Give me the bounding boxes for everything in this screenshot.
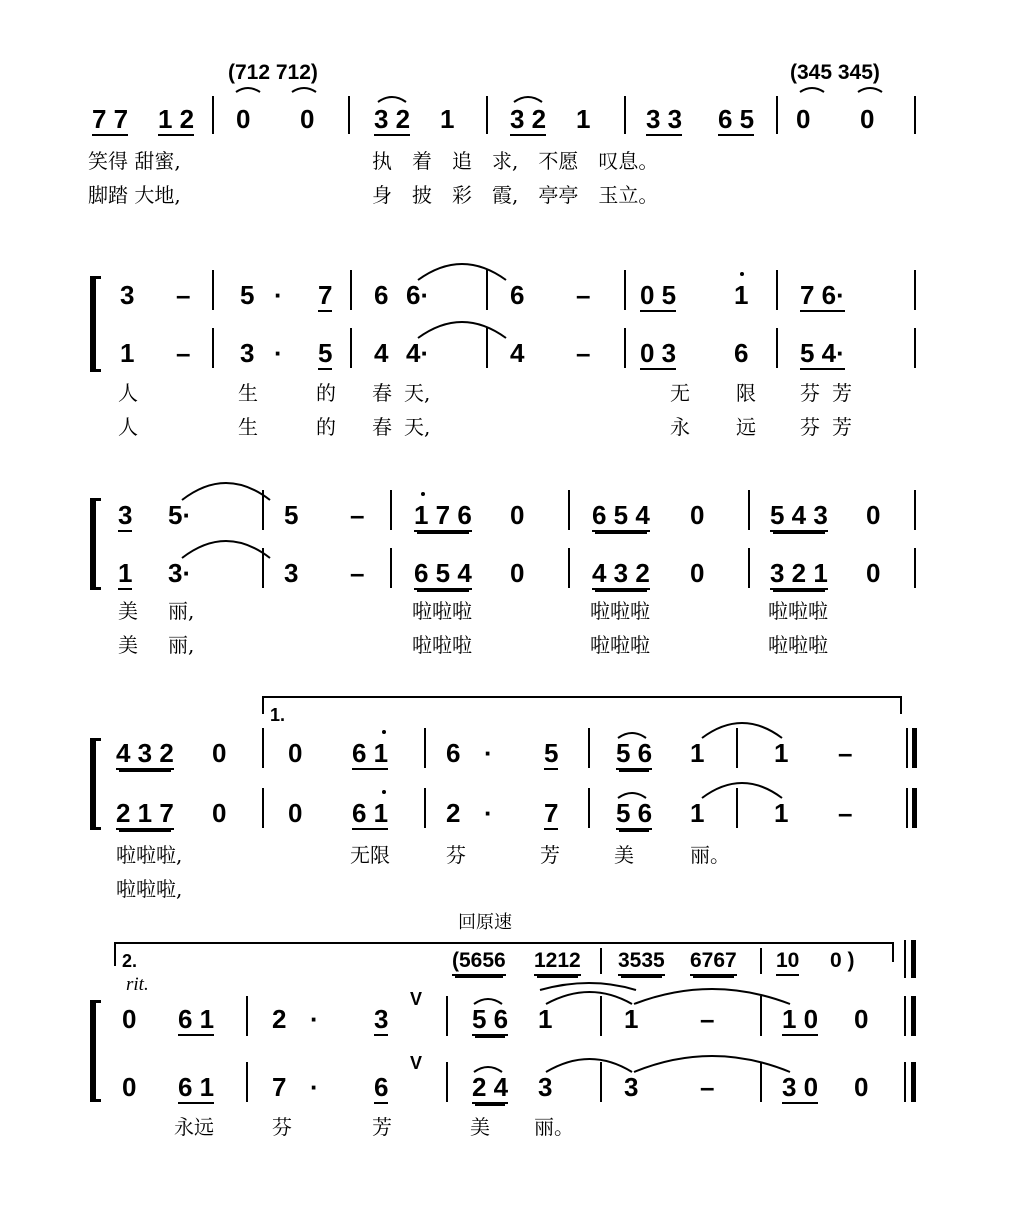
system-bracket [90, 276, 101, 372]
barline [624, 96, 626, 134]
volta-bracket-end [892, 942, 894, 962]
note: 3 3 [646, 104, 683, 134]
barline [390, 490, 392, 530]
lyric: 美 [470, 1115, 490, 1139]
outro-notes: 3535 [618, 950, 665, 976]
note: 0 [288, 798, 303, 828]
note: 3 2 1 [770, 558, 828, 588]
barline [486, 96, 488, 134]
note: 5 [318, 338, 333, 368]
note: 1 [774, 738, 789, 768]
lyric: 芳 [372, 1115, 392, 1139]
note: 3 [284, 558, 299, 588]
barline [748, 490, 750, 530]
volta-bracket-line [114, 942, 894, 944]
barline [446, 996, 448, 1036]
note: 0 [212, 798, 227, 828]
note: 5 6 [616, 798, 653, 828]
note: 0 [854, 1072, 869, 1102]
barline [600, 948, 602, 974]
note: 0 [866, 558, 881, 588]
note: 0 [288, 738, 303, 768]
note: 3 [118, 500, 133, 530]
note: 0 [690, 558, 705, 588]
lyric: 生 [238, 415, 258, 439]
note: 6 [446, 738, 461, 768]
note: 0 [236, 104, 251, 134]
note: 0 [866, 500, 881, 530]
slur [858, 88, 882, 92]
lyric: 美 [614, 843, 634, 867]
note: 0 [860, 104, 875, 134]
lyric: 啦啦啦, [116, 843, 183, 867]
slur [514, 97, 542, 102]
note: – [700, 1072, 715, 1102]
outro-notes: 0 ) [830, 949, 855, 972]
tie [418, 322, 506, 338]
note: 4 [510, 338, 525, 368]
note: 4· [406, 338, 430, 368]
note: 3 0 [782, 1072, 819, 1102]
final-barline-thin [904, 1062, 906, 1102]
barline [262, 728, 264, 768]
volta-label: 2. [122, 951, 138, 971]
note: 1 [538, 1004, 553, 1034]
volta-bracket-start [114, 942, 116, 966]
system-bracket [90, 498, 101, 590]
barline [486, 328, 488, 368]
lyric: 远 [736, 415, 756, 439]
note: 0 [690, 500, 705, 530]
note: 4 3 2 [116, 738, 174, 768]
barline [600, 996, 602, 1036]
lyric: 生 [238, 381, 258, 405]
barline [486, 270, 488, 310]
note: 1 [690, 798, 705, 828]
lyric: 人 [118, 381, 138, 405]
lyric-verse-1b: 执 着 追 求, 不愿 叹息。 [372, 149, 659, 173]
barline [568, 490, 570, 530]
repeat-barline-thick [912, 788, 917, 828]
barline [760, 996, 762, 1036]
note: 7 7 [92, 104, 129, 134]
lyric: 啦啦啦 [590, 599, 650, 623]
tie [182, 541, 270, 558]
note: – [350, 558, 365, 588]
note: 7 6· [800, 280, 845, 310]
note: 5 4· [800, 338, 845, 368]
barline [350, 270, 352, 310]
breath-mark: V [410, 1053, 423, 1073]
note: 2 4 [472, 1072, 509, 1102]
barline [390, 548, 392, 588]
tie [418, 264, 506, 280]
barline [776, 328, 778, 368]
note: 4 3 2 [592, 558, 650, 588]
note: 1 [734, 280, 749, 310]
barline [424, 788, 426, 828]
note: 6 [510, 280, 525, 310]
note: 0 5 [640, 280, 677, 310]
outro-notes: 6767 [690, 950, 737, 976]
outro-notes: 10 [776, 950, 799, 976]
note: 1 [624, 1004, 639, 1034]
lyric: 芬 [800, 415, 820, 439]
barline [424, 728, 426, 768]
note: 3 [374, 1004, 389, 1034]
note: 6 5 4 [414, 558, 472, 588]
note: 1 [118, 558, 133, 588]
barline [736, 728, 738, 768]
lyric: 无限 [350, 843, 390, 867]
note: 7 [318, 280, 333, 310]
lyric: 美 [118, 599, 138, 623]
lyric: 丽, [168, 633, 195, 657]
tie [546, 992, 632, 1004]
tempo-marking: 回原速 [458, 912, 512, 933]
note: 0 [796, 104, 811, 134]
note: 0 [122, 1072, 137, 1102]
note: 5 6 [472, 1004, 509, 1034]
final-barline-thin [904, 940, 906, 978]
note: 1 [774, 798, 789, 828]
lyric: 芳 [832, 381, 852, 405]
final-barline-thick [911, 940, 916, 978]
barline [624, 328, 626, 368]
note: 0 3 [640, 338, 677, 368]
final-barline-thin [904, 996, 906, 1036]
lyric: 永远 [174, 1115, 214, 1139]
lyric-verse-2b: 身 披 彩 霞, 亭亭 玉立。 [372, 183, 659, 207]
note: 2 1 7 [116, 798, 174, 828]
lyric: 无 [670, 381, 690, 405]
barline [748, 548, 750, 588]
final-barline-thick [911, 996, 916, 1036]
system-bracket [90, 1000, 101, 1102]
note: 0 [300, 104, 315, 134]
note: 7 [544, 798, 559, 828]
lyric: 天, [404, 415, 431, 439]
note: 3· [168, 558, 192, 588]
barline [600, 1062, 602, 1102]
lyric: 春 [372, 415, 392, 439]
note: 0 [854, 1004, 869, 1034]
outro-notes: (5656 [452, 950, 506, 976]
note: 6 [374, 1072, 389, 1102]
volta-bracket-start [262, 696, 264, 714]
note: 0 [122, 1004, 137, 1034]
outro-notes: 1212 [534, 950, 581, 976]
tie [182, 483, 270, 500]
lyric: 限 [736, 381, 756, 405]
slur [236, 88, 260, 92]
note: · [274, 280, 283, 310]
note: 5 6 [616, 738, 653, 768]
note: 6· [406, 280, 430, 310]
barline [446, 1062, 448, 1102]
octave-dot [382, 730, 386, 734]
note: 1 [576, 104, 591, 134]
barline [760, 948, 762, 974]
note: 6 1 [178, 1004, 215, 1034]
note: 0 [510, 500, 525, 530]
note: 1 2 [158, 104, 195, 134]
lyric: 啦啦啦 [768, 599, 828, 623]
note: – [700, 1004, 715, 1034]
note: – [838, 738, 853, 768]
lyric: 啦啦啦 [590, 633, 650, 657]
note: – [176, 338, 191, 368]
note: 1 [690, 738, 705, 768]
note: 5 [240, 280, 255, 310]
lyric: 啦啦啦, [116, 877, 183, 901]
intro-notes-2: (345 345) [790, 61, 880, 84]
barline [624, 270, 626, 310]
note: – [350, 500, 365, 530]
note: 6 5 4 [592, 500, 650, 530]
note: 5 [284, 500, 299, 530]
note: – [176, 280, 191, 310]
barline [588, 728, 590, 768]
note: – [838, 798, 853, 828]
note: – [576, 338, 591, 368]
barline [588, 788, 590, 828]
lyric: 丽, [168, 599, 195, 623]
note: 1 0 [782, 1004, 819, 1034]
note: 5· [168, 500, 192, 530]
lyric: 啦啦啦 [768, 633, 828, 657]
note: 0 [212, 738, 227, 768]
note: 3 [624, 1072, 639, 1102]
barline [776, 270, 778, 310]
note: 3 [240, 338, 255, 368]
volta-bracket-line [262, 696, 902, 698]
lyric: 啦啦啦 [412, 599, 472, 623]
note: 6 [374, 280, 389, 310]
lyric: 丽。 [690, 843, 730, 867]
note: · [484, 798, 493, 828]
rit-marking: rit. [126, 974, 149, 995]
barline [212, 328, 214, 368]
barline [212, 96, 214, 134]
final-barline-thick [911, 1062, 916, 1102]
lyric-verse-1a: 笑得 甜蜜, [88, 149, 181, 173]
repeat-barline-thin [906, 728, 908, 768]
barline [914, 270, 916, 310]
note: · [310, 1072, 319, 1102]
barline [350, 328, 352, 368]
lyric: 啦啦啦 [412, 633, 472, 657]
barline [914, 490, 916, 530]
lyric: 芳 [540, 843, 560, 867]
octave-dot [421, 492, 425, 496]
note: · [274, 338, 283, 368]
note: 3 [120, 280, 135, 310]
lyric: 丽。 [534, 1115, 574, 1139]
barline [348, 96, 350, 134]
barline [760, 1062, 762, 1102]
tie [634, 989, 790, 1004]
barline [776, 96, 778, 134]
lyric: 芬 [446, 843, 466, 867]
barline [914, 328, 916, 368]
volta-bracket-end [900, 696, 902, 714]
note: · [484, 738, 493, 768]
note: 1 [120, 338, 135, 368]
note: 6 1 [352, 798, 389, 828]
note: 5 4 3 [770, 500, 828, 530]
lyric: 芳 [832, 415, 852, 439]
note: 3 2 [510, 104, 547, 134]
tie [634, 1056, 790, 1072]
slur [292, 88, 316, 92]
note: 3 [538, 1072, 553, 1102]
note: · [310, 1004, 319, 1034]
tie [546, 1059, 632, 1072]
barline [914, 548, 916, 588]
lyric: 美 [118, 633, 138, 657]
barline [262, 548, 264, 588]
note: 5 [544, 738, 559, 768]
note: 2 [446, 798, 461, 828]
note: – [576, 280, 591, 310]
note: 6 5 [718, 104, 755, 134]
note: 1 [440, 104, 455, 134]
breath-mark: V [410, 989, 423, 1009]
note: 6 [734, 338, 749, 368]
barline [246, 1062, 248, 1102]
barline [262, 490, 264, 530]
lyric-verse-2a: 脚踏 大地, [88, 183, 181, 207]
lyric: 的 [316, 415, 336, 439]
barline [212, 270, 214, 310]
barline [568, 548, 570, 588]
lyric: 永 [670, 415, 690, 439]
note: 0 [510, 558, 525, 588]
barline [914, 96, 916, 134]
lyric: 春 [372, 381, 392, 405]
lyric: 人 [118, 415, 138, 439]
note: 7 [272, 1072, 287, 1102]
note: 4 [374, 338, 389, 368]
note: 1 7 6 [414, 500, 472, 530]
barline [246, 996, 248, 1036]
volta-label: 1. [270, 705, 286, 725]
lyric: 芬 [800, 381, 820, 405]
slur [378, 97, 406, 102]
barline [736, 788, 738, 828]
tie [702, 723, 782, 738]
tie [540, 983, 636, 990]
tie [702, 783, 782, 798]
system-bracket [90, 738, 101, 830]
lyric: 天, [404, 381, 431, 405]
octave-dot [382, 790, 386, 794]
octave-dot [740, 272, 744, 276]
repeat-barline-thin [906, 788, 908, 828]
note: 6 1 [178, 1072, 215, 1102]
lyric: 芬 [272, 1115, 292, 1139]
note: 2 [272, 1004, 287, 1034]
intro-notes-1: (712 712) [228, 61, 318, 84]
repeat-barline-thick [912, 728, 917, 768]
slur [800, 88, 824, 92]
note: 3 2 [374, 104, 411, 134]
note: 6 1 [352, 738, 389, 768]
barline [262, 788, 264, 828]
lyric: 的 [316, 381, 336, 405]
